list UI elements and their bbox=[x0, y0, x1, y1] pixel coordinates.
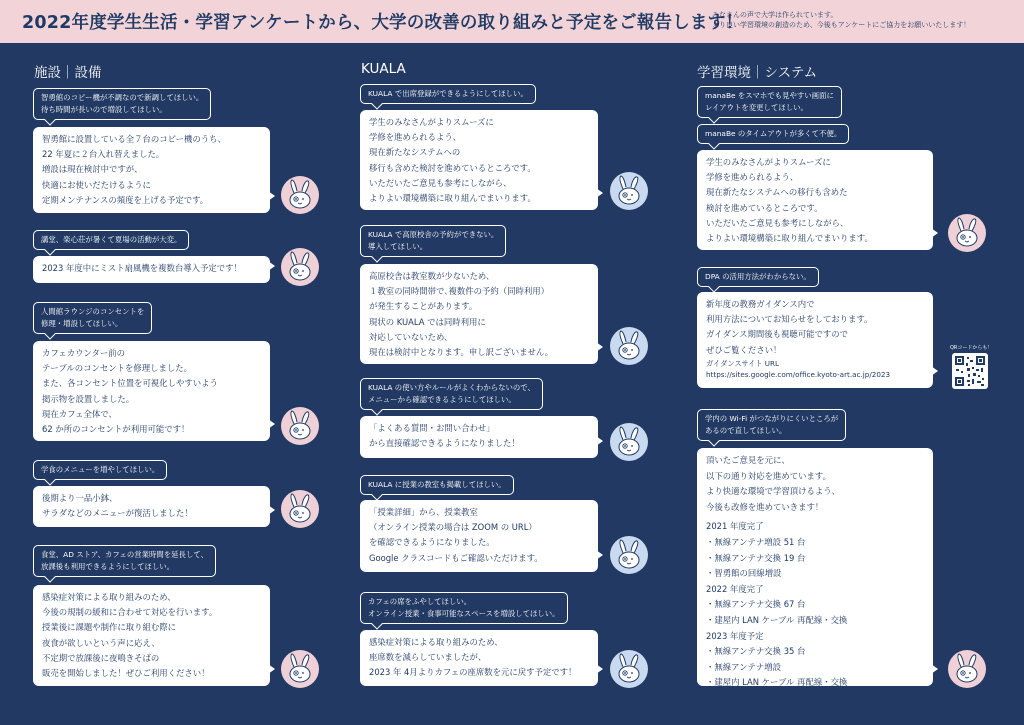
question-bubble: manaBe のタイムアウトが多くて不便。 bbox=[697, 124, 849, 144]
question-bubble: 食堂、AD ストア、カフェの営業時間を延長して、 放課後も利用できるようにしてほしい。 bbox=[33, 545, 216, 577]
rabbit-avatar-icon bbox=[281, 407, 319, 445]
qr-code-icon bbox=[952, 353, 988, 389]
rabbit-avatar-icon bbox=[610, 172, 648, 210]
answer-bubble: 「よくある質問・お問い合わせ」 から直接確認できるようになりました！ bbox=[360, 416, 598, 458]
answer-bubble: 後期より一品小鉢、 サラダなどのメニューが復活しました！ bbox=[33, 486, 270, 527]
answer-bubble: 智勇館に設置している全７台のコピー機のうち、 22 年夏に２台入れ替えました。 増設は現在検討中ですが、 快適にお使いだたけるように 定期メンテナンスの頻度を上げる予定です。 bbox=[33, 127, 270, 213]
rabbit-avatar-icon bbox=[281, 248, 319, 286]
rabbit-avatar-icon bbox=[948, 214, 986, 252]
answer-bubble: 「授業詳細」から、授業教室 （オンライン授業の場合は ZOOM の URL） を確認できるようになりました。 Google クラスコードもご確認いただけます。 bbox=[360, 500, 598, 572]
question-bubble: 講堂、楽心荘が暑くて夏場の活動が大変。 bbox=[33, 230, 189, 250]
answer-bubble: 感染症対策による取り組みのため、 座席数を減らしていましたが、 2023 年 4月よりカフェの座席数を元に戻す予定です！ bbox=[360, 630, 598, 686]
question-bubble: 学内の Wi-Fi がつながりにくいところが あるので直してほしい。 bbox=[697, 409, 846, 441]
qr-label: QRコードからも！ bbox=[950, 345, 993, 351]
page-title: 2022年度学生生活・学習アンケートから、大学の改善の取り組みと予定をご報告します！ bbox=[22, 13, 744, 33]
question-bubble: KUALA で高原校舎の予約ができない。 導入してほしい。 bbox=[360, 225, 506, 257]
rabbit-avatar-icon bbox=[610, 650, 648, 688]
answer-bubble: 頂いたご意見を元に、 以下の通り対応を進めています。 より快適な環境で学習頂けるよう、 今後も改修を進めていきます！ 2021 年度完了 ・無線アンテナ増設 51 台 ・無線アンテナ交換 19 台 ・智勇館の回線増設 2022 年度完了 ・無線アンテナ交換 67 台 ・建屋内 LAN ケーブル 再配線・交換 2023 年度予定 ・無線アンテナ交換 35 台 ・無線アンテナ増設 ・建屋内 LAN ケーブル 再配線・交換 bbox=[697, 448, 933, 686]
question-bubble: 智勇館のコピー機が不調なので新調してほしい。 待ち時間が長いので増設してほしい。 bbox=[33, 88, 211, 120]
rabbit-avatar-icon bbox=[281, 490, 319, 528]
question-bubble: KUALA の使い方やルールがよくわからないので、 メニューから確認できるようにしてほしい。 bbox=[360, 378, 543, 410]
answer-bubble: カフェカウンター前の テーブルのコンセントを修理しました。 また、各コンセント位置を可視化しやすいよう 掲示物を設置しました。 現在カフェ全体で、 62 か所のコンセントが利用可能です！ bbox=[33, 341, 270, 441]
column-title-facilities: 施設｜設備 bbox=[34, 65, 102, 81]
question-bubble: manaBe をスマホでも見やすい画面に レイアウトを変更してほしい。 bbox=[697, 86, 842, 118]
answer-bubble: 感染症対策による取り組みのため、 今後の規制の緩和に合わせて対応を行います。 授業後に課題や制作に取り組む際に 夜食が欲しいという声に応え、 不定期で放課後に夜鳴きそばの 販売を開始しました！ぜひご利用ください！ bbox=[33, 585, 270, 686]
rabbit-avatar-icon bbox=[281, 176, 319, 214]
question-bubble: 学食のメニューを増やしてほしい。 bbox=[33, 460, 167, 480]
question-bubble: DPA の活用方法がわからない。 bbox=[697, 267, 819, 287]
header-banner bbox=[0, 0, 1024, 43]
column-title-kuala: KUALA bbox=[361, 61, 406, 77]
header-subtext: みなさんの声で大学は作られています。 より良い学習環境の創造のため、今後もアンケートにご協力をお願いいたします！ bbox=[712, 11, 971, 29]
answer-bubble: 2023 年度中にミスト扇風機を複数台導入予定です！ bbox=[33, 256, 270, 283]
answer-bubble: 高原校舎は教室数が少ないため、 １教室の同時間帯で､複数件の予約（同時利用） が発生することがあります。 現状の KUALA では同時利用に 対応していないため、 現在は検討中となります。申し訳ございません。 bbox=[360, 264, 598, 364]
answer-bubble: 学生のみなさんがよりスムーズに 学修を進められるよう、 現在新たなシステムへの移行も含めた 検討を進めているところです。 いただいたご意見も参考にしながら、 よりよい環境構築に取り組んでまいります。 bbox=[697, 150, 933, 250]
answer-bubble: 学生のみなさんがよりスムーズに 学修を進められるよう、 現在新たなシステムへの 移行も含めた検討を進めているところです。 いただいたご意見も参考にしながら、 よりよい環境構築に取り組んでまいります。 bbox=[360, 110, 598, 210]
question-bubble: KUALA に授業の教室も掲載してほしい。 bbox=[360, 475, 514, 495]
rabbit-avatar-icon bbox=[948, 650, 986, 688]
column-title-learning: 学習環境｜システム bbox=[697, 65, 818, 81]
answer-bubble: 新年度の教務ガイダンス内で 利用方法についてお知らせをしております。 ガイダンス期間後も視聴可能ですので ぜひご覧ください！ ガイダンスサイト URL https://sites.google.com/office.kyoto-art.ac.jp/2023 bbox=[697, 292, 933, 388]
rabbit-avatar-icon bbox=[281, 650, 319, 688]
rabbit-avatar-icon bbox=[610, 423, 648, 461]
rabbit-avatar-icon bbox=[610, 327, 648, 365]
question-bubble: 人間館ラウンジのコンセントを 修理・増設してほしい。 bbox=[33, 302, 152, 334]
rabbit-avatar-icon bbox=[610, 536, 648, 574]
question-bubble: カフェの席をふやしてほしい。 オンライン授業・食事可能なスペースを増設してほしい。 bbox=[360, 592, 568, 624]
question-bubble: KUALA で出席登録ができるようにしてほしい。 bbox=[360, 84, 536, 104]
